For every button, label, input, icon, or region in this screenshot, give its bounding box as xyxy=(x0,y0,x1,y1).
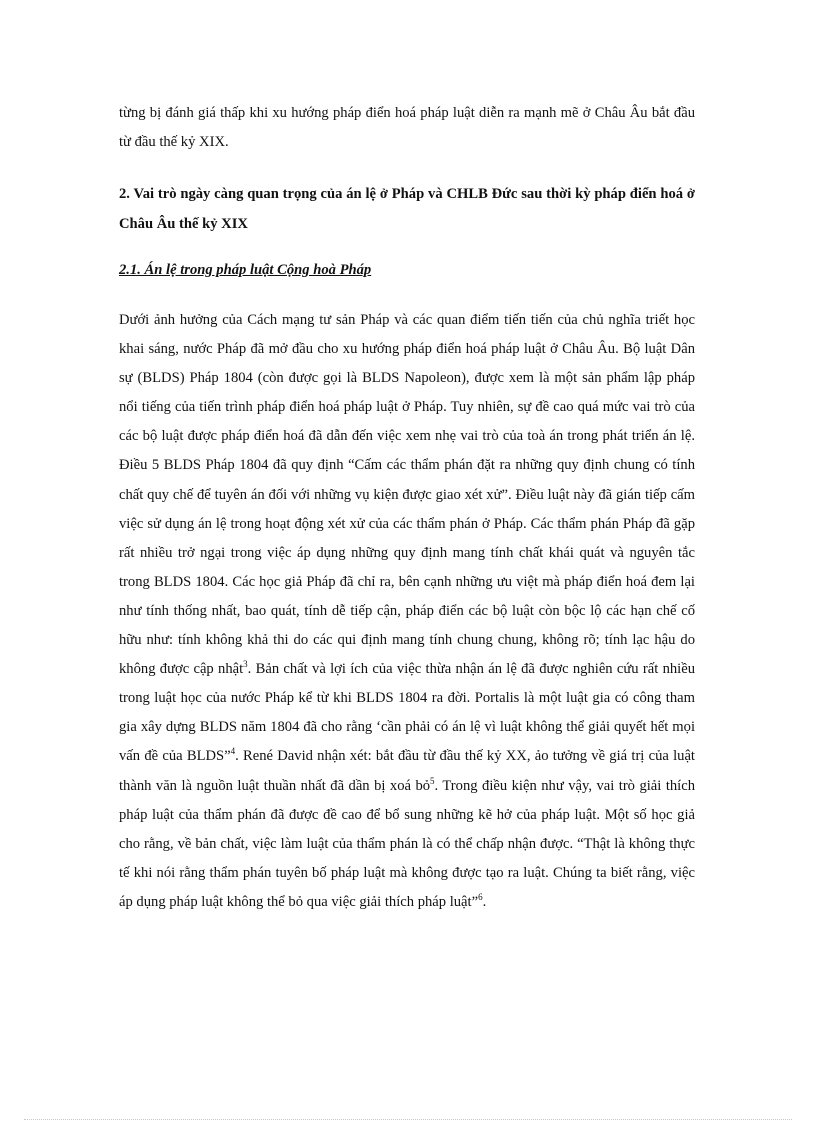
section-heading-text: 2. Vai trò ngày càng quan trọng của án lệ ở Pháp và CHLB Đức sau thời kỳ pháp điển hoá ở Châu Âu thế kỷ XIX xyxy=(119,186,695,232)
section-heading xyxy=(119,180,695,239)
intro-text: từng bị đánh giá thấp khi xu hướng pháp điển hoá pháp luật diễn ra mạnh mẽ ở Châu Âu bắt đầu từ đầu thế kỷ XIX. xyxy=(119,105,695,151)
subsection-heading-text: 2.1. Án lệ trong pháp luật Cộng hoà Pháp xyxy=(119,262,372,278)
footnote-ref-6[interactable]: 6 xyxy=(478,892,483,903)
body-text-part-2: . Bản chất và lợi ích của việc thừa nhận án lệ đã được nghiên cứu rất nhiều trong luật học của nước Pháp kể từ khi BLDS 1804 ra đời. Portalis là một luật gia có công tham gia xây dựng BLDS năm 1804 đã cho rằng ‘cần phải có án lệ vì luật không thể giải quyết hết mọi vấn đề của BLDS” xyxy=(119,661,696,765)
page-bottom-divider xyxy=(24,1119,792,1120)
intro-paragraph xyxy=(119,99,695,157)
body-text-part-5: . xyxy=(482,893,487,910)
body-text-part-1: Dưới ảnh hưởng của Cách mạng tư sản Pháp và các quan điểm tiến tiến của chủ nghĩa triết học khai sáng, nước Pháp đã mở đầu cho xu hướng pháp điển hoá pháp luật ở Châu Âu. Bộ luật Dân sự (BLDS) Pháp 1804 (còn được gọi là BLDS Napoleon), được xem là một sản phẩm lập pháp nổi tiếng của tiến trình pháp điển hoá pháp luật ở Pháp. Tuy nhiên, sự đề cao quá mức vai trò của các bộ luật được pháp điển hoá đã dẫn đến việc xem nhẹ vai trò của toà án trong phát triển án lệ. Điều 5 BLDS Pháp 1804 đã quy định “Cấm các thẩm phán đặt ra những quy định chung có tính chất quy chế để tuyên án đối với những vụ kiện được giao xét xử”. Điều luật này đã gián tiếp cấm việc sử dụng án lệ trong hoạt động xét xử của các thẩm phán ở Pháp. Các thẩm phán Pháp đã gặp rất nhiều trở ngại trong việc áp dụng những quy định mang tính chất khái quát và nguyên tắc trong BLDS 1804. Các học giả Pháp đã chỉ ra, bên cạnh những ưu việt mà pháp điển hoá đem lại như tính thống nhất, bao quát, tính dễ tiếp cận, pháp điển các bộ luật còn bộc lộ các hạn chế cố hữu như: tính không khả thi do các qui định mang tính chung chung, không rõ; tính lạc hậu do không được cập nhật xyxy=(119,312,695,678)
footnote-ref-5[interactable]: 5 xyxy=(430,775,435,786)
subsection-heading xyxy=(119,256,695,285)
footnote-ref-3[interactable]: 3 xyxy=(243,659,248,670)
body-text-part-3: . René David nhận xét: bắt đầu từ đầu thế kỷ XX, ảo tưởng về giá trị của luật thành văn là nguồn luật thuần nhất đã dần bị xoá bỏ xyxy=(119,748,695,794)
body-text-part-4: . Trong điều kiện như vậy, vai trò giải thích pháp luật của thẩm phán đã được đề cao để bổ sung những kẽ hở của pháp luật. Một số học giả cho rằng, về bản chất, việc làm luật của thẩm phán là có thể chấp nhận được. “Thật là không thực tế khi nói rằng thẩm phán tuyên bố pháp luật mà không được tạo ra luật. Chúng ta biết rằng, việc áp dụng pháp luật không thể bỏ qua việc giải thích pháp luật” xyxy=(119,777,695,910)
footnote-ref-4[interactable]: 4 xyxy=(230,746,236,757)
body-paragraph xyxy=(119,306,695,917)
